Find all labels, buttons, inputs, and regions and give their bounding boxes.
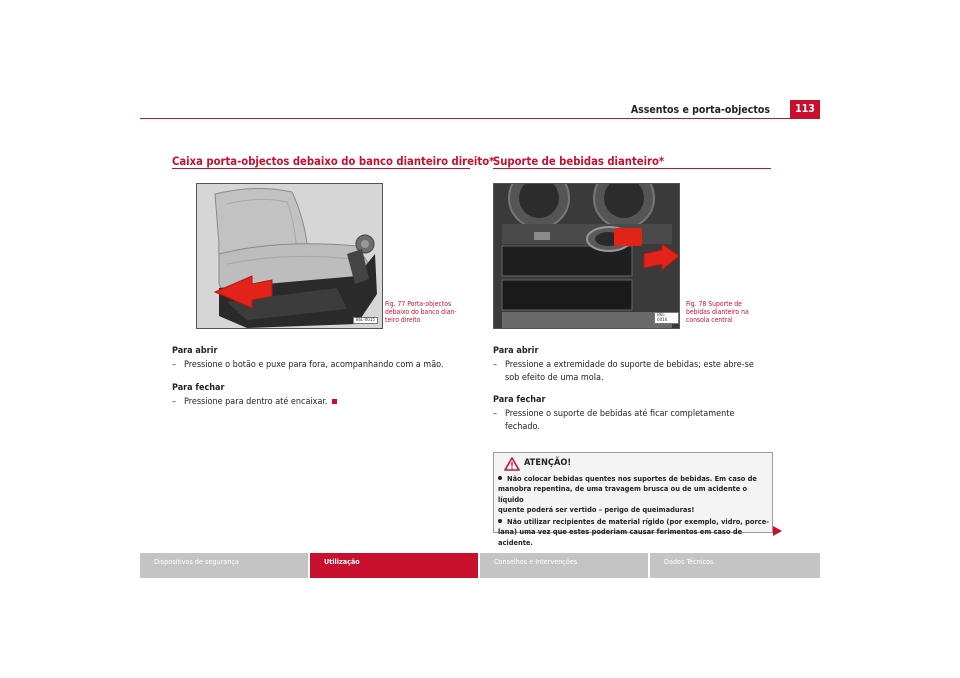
dash: – — [493, 360, 498, 370]
section-rule — [172, 168, 470, 169]
page-number: 113 — [790, 100, 820, 119]
close-heading: Para fechar — [172, 383, 225, 393]
close-step-text: Pressione o suporte de bebidas até ficar completamente — [505, 409, 735, 419]
warning-text — [498, 474, 770, 548]
warning-triangle-icon — [504, 456, 520, 475]
footer-tab-usage-active[interactable]: Utilização — [310, 553, 478, 578]
caption-line: consola central — [686, 316, 733, 324]
figure-seat-storage — [196, 183, 383, 329]
open-step-text: Pressione o botão e puxe para fora, acompanhando com a mão. — [184, 360, 444, 370]
dash: – — [172, 397, 177, 407]
caption-line: teiro direito — [385, 316, 421, 324]
caption-line: Fig. 77 Porta-objectos — [385, 300, 452, 308]
open-step-text: Pressione a extremidade do suporte de bebidas; este abre-se — [505, 360, 754, 370]
open-heading: Para abrir — [493, 346, 539, 356]
section-title-storage-box: Caixa porta-objectos debaixo do banco dianteiro direito* — [172, 155, 495, 168]
warning-item — [498, 474, 770, 484]
close-step-text: fechado. — [505, 421, 540, 432]
figure-code: B6L-0016 — [654, 312, 679, 324]
dash: – — [493, 409, 498, 419]
warning-item-text: quente poderá ser vertido – perigo de queimaduras! — [498, 504, 695, 514]
warning-heading: ATENÇÃO! — [524, 457, 572, 468]
caption-line: bebidas dianteiro na — [686, 308, 749, 316]
warning-item-text: Não utilizar recipientes de material rígido (por exemplo, vidro, porce- — [507, 517, 769, 527]
warning-item-text: Não colocar bebidas quentes nos suportes de bebidas. Em caso de — [507, 474, 757, 483]
footer-tab-tech-data[interactable]: Dados Técnicos — [650, 553, 820, 578]
end-square-icon — [332, 399, 337, 404]
figure-caption — [686, 300, 776, 324]
close-step — [493, 408, 783, 433]
caption-line: debaixo do banco dian- — [385, 308, 457, 316]
continue-arrow-icon — [773, 521, 782, 540]
close-step — [172, 396, 472, 409]
open-step — [493, 359, 783, 384]
seat-storage-illustration — [197, 184, 382, 328]
figure-code: B6L-0015 — [353, 317, 378, 324]
caption-line: Fig. 78 Suporte de — [686, 300, 742, 308]
footer-tab-safety[interactable]: Dispositivos de segurança — [140, 553, 308, 578]
bullet-icon — [498, 476, 502, 480]
open-step — [172, 359, 482, 372]
header-rule — [140, 118, 790, 119]
open-step-text: sob efeito de uma mola. — [505, 372, 604, 383]
warning-item-text: lana) uma vez que estes poderiam causar ferimentos em caso de acidente. — [498, 527, 743, 547]
warning-item-text: manobra repentina, de uma travagem brusca ou de um acidente o líquido — [498, 484, 748, 504]
figure-caption — [385, 300, 475, 324]
warning-item — [498, 517, 770, 527]
close-heading: Para fechar — [493, 395, 546, 405]
section-rule — [493, 168, 771, 169]
figure-cup-holder — [493, 183, 680, 329]
running-header-title: Assentos e porta-objectos — [630, 104, 770, 116]
cup-holder-illustration — [494, 184, 679, 328]
open-heading: Para abrir — [172, 346, 218, 356]
warning-box — [493, 452, 773, 547]
close-step-text: Pressione para dentro até encaixar. — [184, 397, 328, 407]
footer-tab-advice[interactable]: Conselhos e Intervenções — [480, 553, 648, 578]
dash: – — [172, 360, 177, 370]
bullet-icon — [498, 519, 502, 523]
section-title-cup-holder: Suporte de bebidas dianteiro* — [493, 155, 665, 168]
